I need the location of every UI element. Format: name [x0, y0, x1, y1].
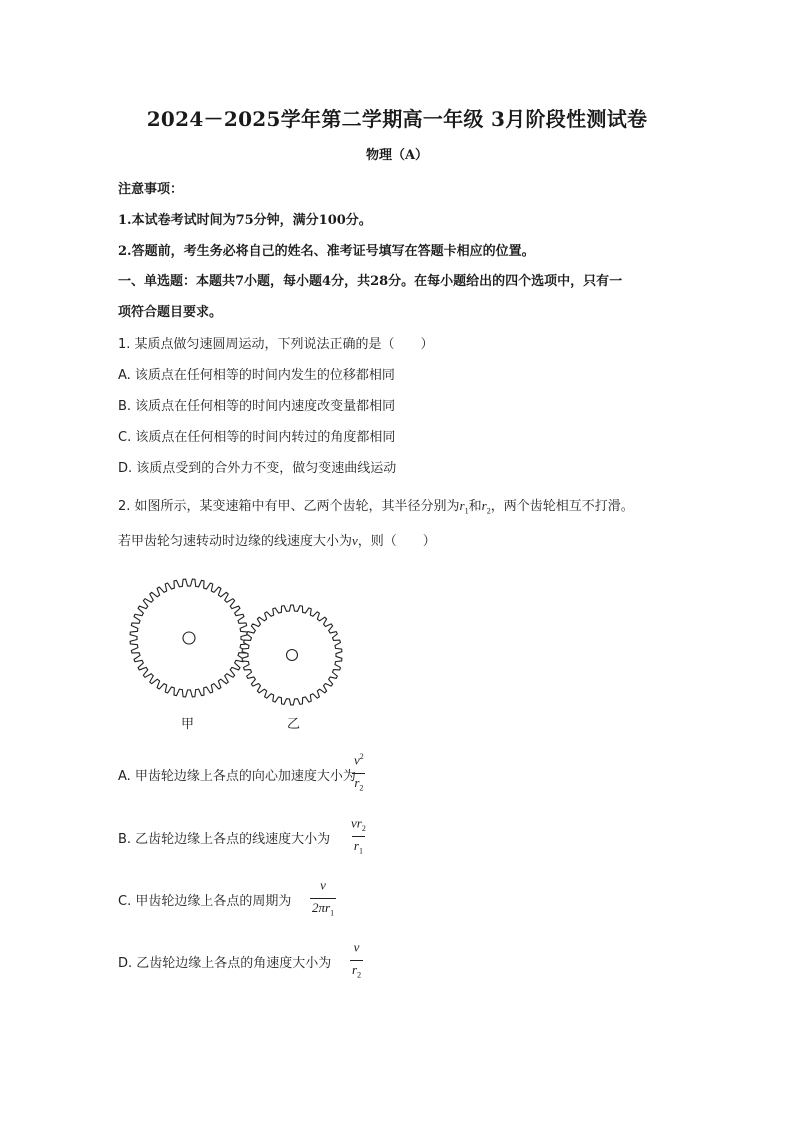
q2-line2-part1: 若甲齿轮匀速转动时边缘的线速度大小为 — [118, 534, 353, 549]
q2-stem-part1: 2. 如图所示，某变速箱中有甲、乙两个齿轮，其半径分别为 — [118, 499, 460, 514]
q1-option-c: C. 该质点在任何相等的时间内转过的角度都相同 — [118, 430, 396, 445]
notice-item-1: 1.本试卷考试时间为75分钟，满分100分。 — [118, 213, 372, 228]
q2-line2-part2: ，则（ ） — [357, 534, 436, 549]
gear-jia-hub — [183, 632, 195, 644]
q2-option-d: D. 乙齿轮边缘上各点的角速度大小为 — [118, 956, 332, 971]
q2-stem-part2: 和 — [468, 499, 482, 514]
gear-label-jia: 甲 — [181, 717, 195, 732]
notice-item-2: 2.答题前，考生务必将自己的姓名、准考证号填写在答题卡相应的位置。 — [118, 244, 535, 259]
q2-option-b-fraction: $\frac{vr_2}{r_1}$ — [349, 812, 368, 859]
q1-option-d: D. 该质点受到的合外力不变，做匀变速曲线运动 — [118, 461, 397, 476]
r2-symbol: $r_2$ — [481, 498, 491, 516]
q2-stem-line1 — [118, 495, 634, 516]
q2-option-a-fraction: $\frac{v^2}{r_2}$ — [352, 749, 366, 796]
q2-option-a: A. 甲齿轮边缘上各点的向心加速度大小为 — [118, 769, 356, 784]
q2-stem-line2 — [118, 530, 436, 549]
q2-stem-part3: ，两个齿轮相互不打滑。 — [490, 499, 634, 514]
q2-option-b: B. 乙齿轮边缘上各点的线速度大小为 — [118, 832, 331, 847]
section-heading-line2: 项符合题目要求。 — [118, 305, 223, 320]
q1-option-a: A. 该质点在任何相等的时间内发生的位移都相同 — [118, 368, 395, 383]
gears-figure — [120, 578, 350, 718]
q1-stem: 1. 某质点做匀速圆周运动，下列说法正确的是（ ） — [118, 337, 434, 352]
section-heading-line1: 一、单选题：本题共7小题，每小题4分，共28分。在每小题给出的四个选项中，只有一 — [118, 274, 623, 289]
page-subtitle: 物理（A） — [365, 148, 429, 163]
q1-option-b: B. 该质点在任何相等的时间内速度改变量都相同 — [118, 399, 396, 414]
page-title: 2024－2025学年第二学期高一年级 3月阶段性测试卷 — [146, 107, 648, 131]
gear-label-yi: 乙 — [287, 717, 301, 732]
v-symbol: v — [352, 533, 358, 548]
q2-option-c-fraction: $\frac{v}{2\pi r_1}$ — [310, 874, 336, 921]
r1-symbol: $r_1$ — [459, 498, 469, 516]
q2-option-c: C. 甲齿轮边缘上各点的周期为 — [118, 894, 292, 909]
gear-yi-hub — [287, 650, 298, 661]
notice-heading: 注意事项： — [118, 182, 184, 197]
q2-option-d-fraction: $\frac{v}{r_2}$ — [350, 936, 363, 983]
